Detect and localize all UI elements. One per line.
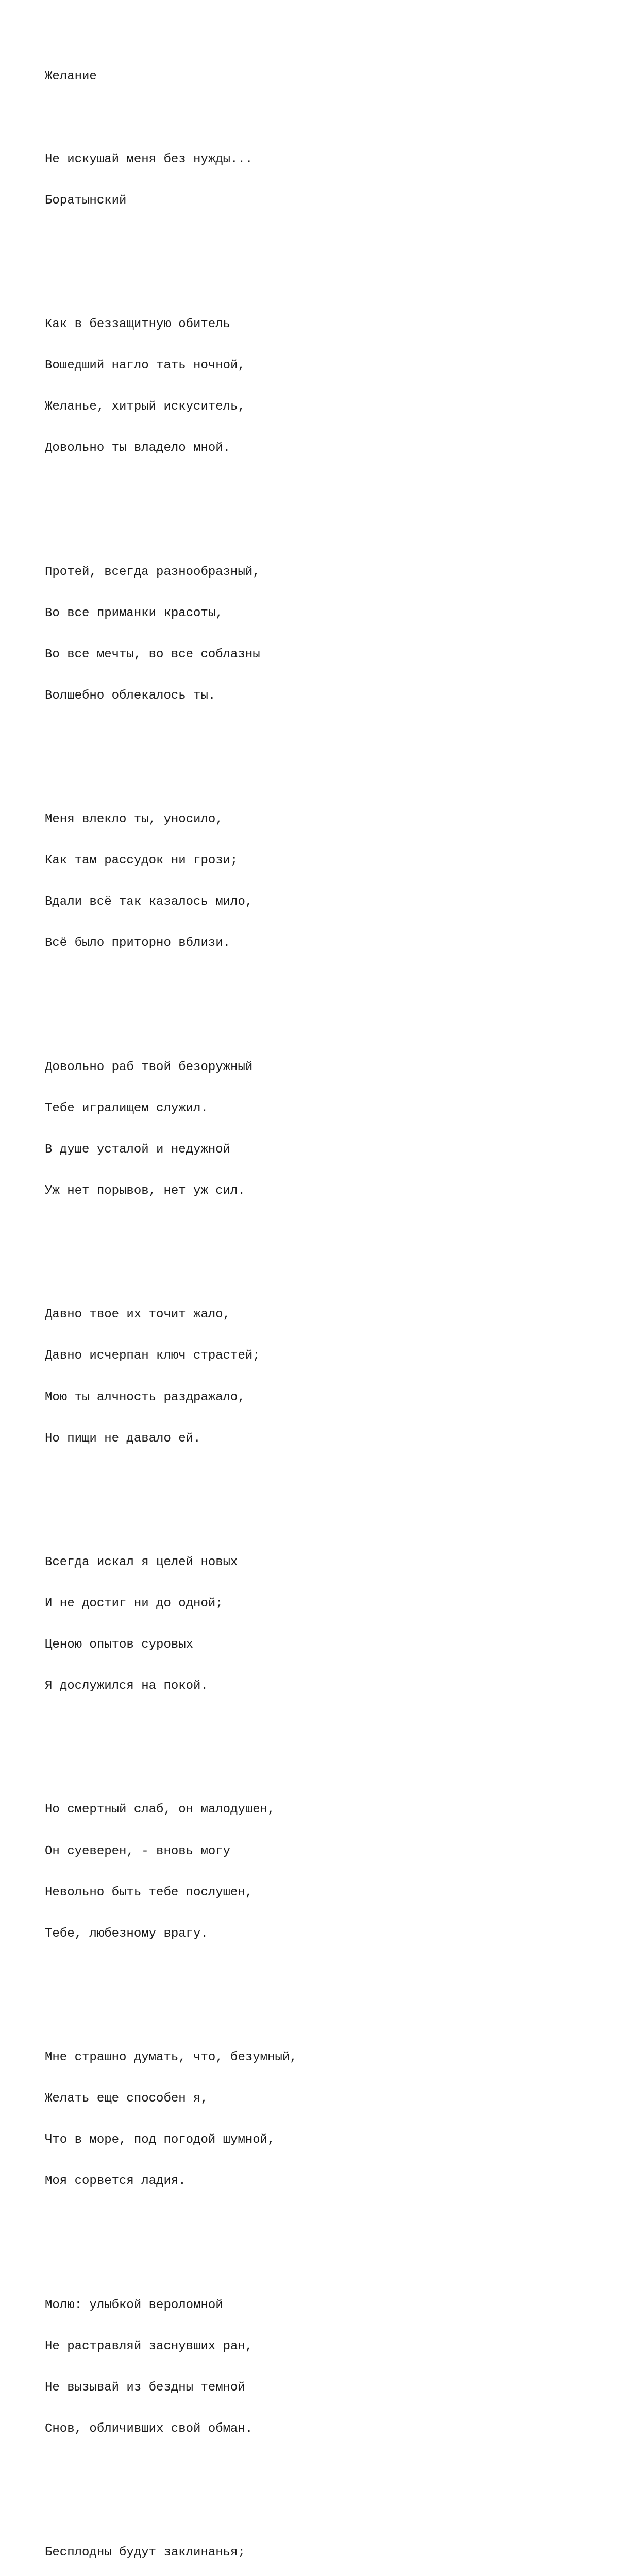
epigraph — [45, 125, 297, 235]
poem-line: Моя сорвется ладия. — [45, 2174, 186, 2189]
stanza-8 — [45, 2024, 297, 2216]
poem-line: Молю: улыбкой вероломной — [45, 2298, 223, 2312]
stanza-1 — [45, 291, 297, 483]
poem-line: Как в беззащитную обитель — [45, 317, 231, 331]
poem-line: Всё было приторно вблизи. — [45, 936, 231, 951]
poem-line: Он суеверен, - вновь могу — [45, 1844, 231, 1858]
poem-line: Бесплодны будут заклинанья; — [45, 2546, 245, 2560]
poem-line: Довольно раб твой безоружный — [45, 1060, 253, 1074]
poem-line: Я дослужился на покой. — [45, 1679, 208, 1693]
stanza-2 — [45, 538, 297, 731]
poem-line: Меня влекло ты, уносило, — [45, 812, 223, 827]
poem-line: Желать еще способен я, — [45, 2092, 208, 2106]
poem-line: Давно исчерпан ключ страстей; — [45, 1349, 260, 1363]
poem-line: Не вызывай из бездны темной — [45, 2380, 245, 2395]
poem-line: Вошедший нагло тать ночной, — [45, 359, 245, 373]
poem-line: Ценою опытов суровых — [45, 1638, 194, 1652]
poem-line: Во все мечты, во все соблазны — [45, 647, 260, 662]
epigraph-line: Не искушай меня без нужды... — [45, 152, 253, 166]
poem-line: И не достиг ни до одной; — [45, 1596, 223, 1611]
poem-line: Давно твое их точит жало, — [45, 1308, 231, 1322]
poem-title: Желание — [45, 70, 97, 84]
poem-text — [45, 43, 297, 2576]
poem-line: Снов, обличивших свой обман. — [45, 2421, 253, 2436]
poem-line: Как там рассудок ни грози; — [45, 854, 238, 868]
poem-line: Но смертный слаб, он малодушен, — [45, 1803, 275, 1817]
poem-line: Всегда искал я целей новых — [45, 1555, 238, 1569]
poem-line: Мне страшно думать, что, безумный, — [45, 2050, 297, 2065]
poem-line: Протей, всегда разнообразный, — [45, 565, 260, 579]
poem-line: Желанье, хитрый искуситель, — [45, 400, 245, 414]
stanza-7 — [45, 1776, 297, 1969]
poem-line: Невольно быть тебе послушен, — [45, 1885, 253, 1900]
stanza-10 — [45, 2519, 297, 2576]
poem-line: Не растравляй заснувших ран, — [45, 2339, 253, 2353]
stanza-3 — [45, 786, 297, 978]
stanza-6 — [45, 1528, 297, 1721]
epigraph-author: Боратынский — [45, 193, 127, 208]
poem-line: Но пищи не давало ей. — [45, 1431, 201, 1446]
poem-line: Волшебно облекалось ты. — [45, 688, 216, 703]
poem-line: В душе усталой и недужной — [45, 1142, 231, 1157]
stanza-5 — [45, 1281, 297, 1473]
poem-line: Мою ты алчность раздражало, — [45, 1390, 245, 1404]
stanza-4 — [45, 1033, 297, 1226]
poem-line: Тебе игралищем служил. — [45, 1101, 208, 1115]
stanza-9 — [45, 2271, 297, 2464]
poem-line: Вдали всё так казалось мило, — [45, 895, 253, 909]
poem-line: Тебе, любезному врагу. — [45, 1926, 208, 1941]
poem-line: Уж нет порывов, нет уж сил. — [45, 1184, 245, 1198]
poem-line: Во все приманки красоты, — [45, 606, 223, 620]
poem-line: Что в море, под погодой шумной, — [45, 2133, 275, 2147]
poem-line: Довольно ты владело мной. — [45, 441, 231, 455]
